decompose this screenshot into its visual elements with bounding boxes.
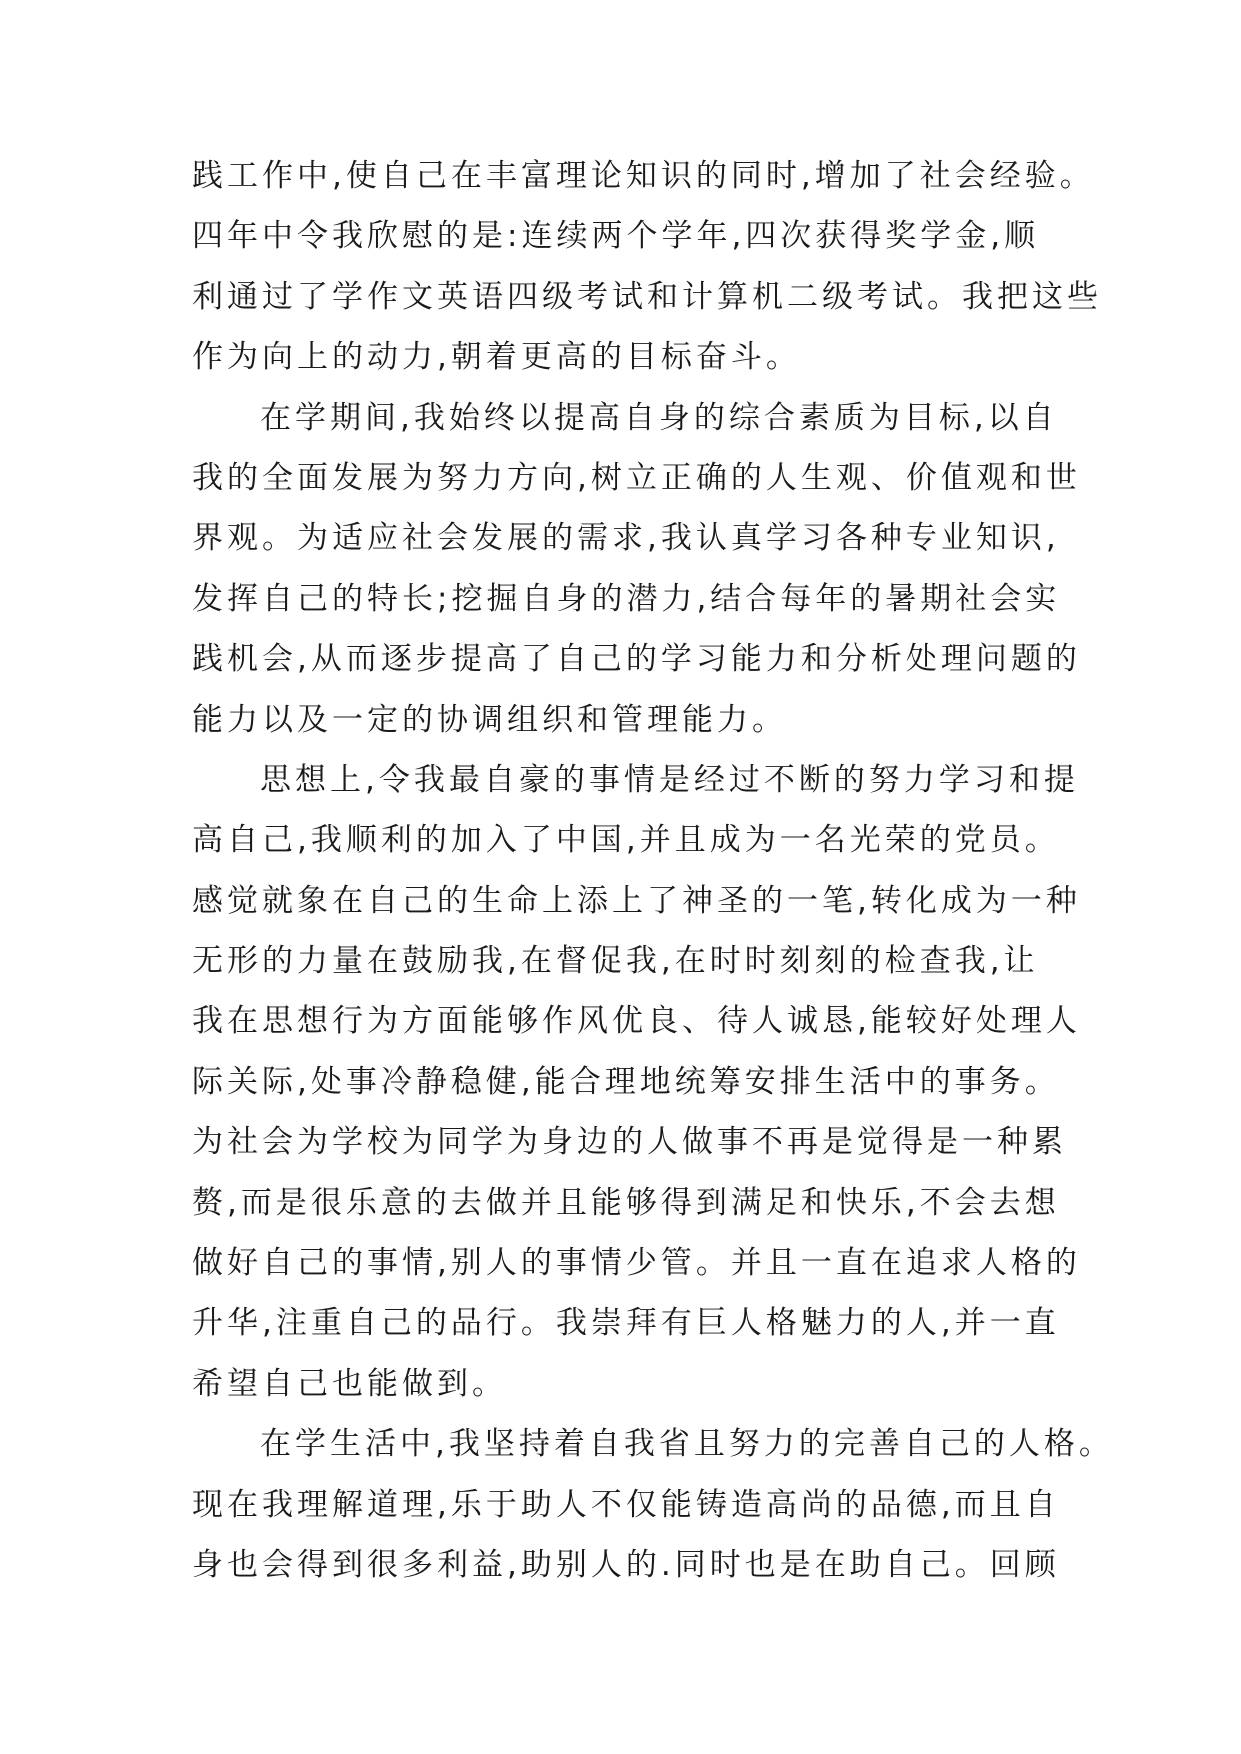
text-line: 作为向上的动力,朝着更高的目标奋斗。 bbox=[192, 339, 801, 376]
text-line: 现在我理解道理,乐于助人不仅能铸造高尚的品德,而且自 bbox=[192, 1486, 1060, 1523]
text-line: 做好自己的事情,别人的事情少管。并且一直在追求人格的 bbox=[192, 1245, 1081, 1282]
text-line: 践机会,从而逐步提高了自己的学习能力和分析处理问题的 bbox=[192, 641, 1081, 678]
body-text bbox=[192, 146, 1114, 1595]
text-line: 我在思想行为方面能够作风优良、待人诚恳,能较好处理人 bbox=[192, 1003, 1081, 1040]
text-line: 赘,而是很乐意的去做并且能够得到满足和快乐,不会去想 bbox=[192, 1184, 1060, 1221]
text-line: 为社会为学校为同学为身边的人做事不再是觉得是一种累 bbox=[192, 1124, 1067, 1161]
text-line: 际关际,处事冷静稳健,能合理地统筹安排生活中的事务。 bbox=[192, 1063, 1060, 1100]
text-line: 能力以及一定的协调组织和管理能力。 bbox=[192, 701, 787, 738]
paragraph-start-line: 思想上,令我最自豪的事情是经过不断的努力学习和提 bbox=[260, 761, 1079, 798]
text-line: 升华,注重自己的品行。我崇拜有巨人格魅力的人,并一直 bbox=[192, 1305, 1060, 1342]
text-line: 四年中令我欣慰的是:连续两个学年,四次获得奖学金,顺 bbox=[192, 218, 1040, 255]
text-line: 无形的力量在鼓励我,在督促我,在时时刻刻的检查我,让 bbox=[192, 943, 1039, 980]
text-line: 高自己,我顺利的加入了中国,并且成为一名光荣的党员。 bbox=[192, 822, 1060, 859]
paragraph-start-line: 在学期间,我始终以提高自身的综合素质为目标,以自 bbox=[260, 399, 1058, 436]
text-line: 希望自己也能做到。 bbox=[192, 1365, 507, 1402]
text-line: 我的全面发展为努力方向,树立正确的人生观、价值观和世 bbox=[192, 459, 1081, 496]
text-line: 利通过了学作文英语四级考试和计算机二级考试。我把这些 bbox=[192, 278, 1102, 315]
text-line: 感觉就象在自己的生命上添上了神圣的一笔,转化成为一种 bbox=[192, 882, 1081, 919]
paragraph-start-line: 在学生活中,我坚持着自我省且努力的完善自己的人格。 bbox=[260, 1426, 1114, 1463]
text-line: 发挥自己的特长;挖掘自身的潜力,结合每年的暑期社会实 bbox=[192, 580, 1061, 617]
text-line: 身也会得到很多利益,助别人的.同时也是在助自己。回顾 bbox=[192, 1546, 1060, 1583]
text-line: 界观。为适应社会发展的需求,我认真学习各种专业知识, bbox=[192, 520, 1060, 557]
text-line: 践工作中,使自己在丰富理论知识的同时,增加了社会经验。 bbox=[192, 158, 1095, 194]
